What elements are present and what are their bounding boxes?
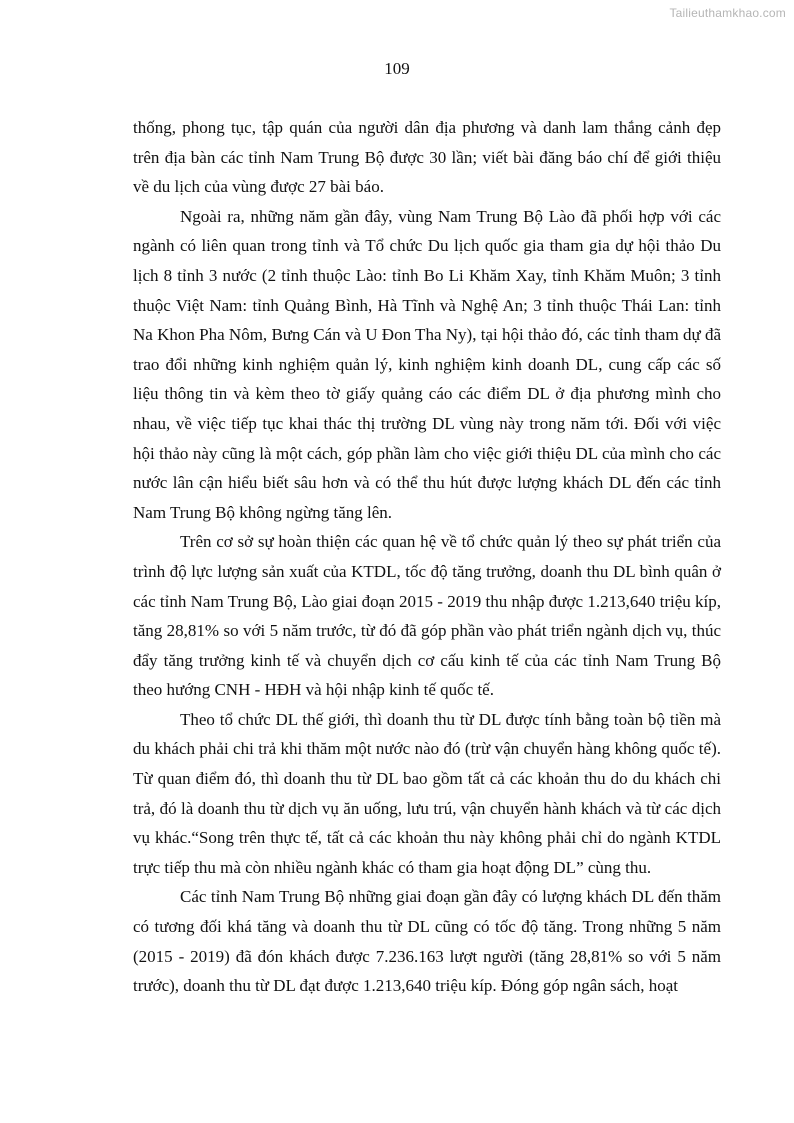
paragraph-4: Theo tổ chức DL thế giới, thì doanh thu từ DL được tính bằng toàn bộ tiền mà du khách phải chi trả khi thăm một nước nào đó (trừ vận chuyển hàng không quốc tế). Từ quan điểm đó, thì doanh thu từ DL bao gồm tất cả các khoản thu do du khách chi trả, đó là doanh thu từ dịch vụ ăn uống, lưu trú, vận chuyển hành khách và từ các dịch vụ khác.“Song trên thực tế, tất cả các khoản thu này không phải chỉ do ngành KTDL trực tiếp thu mà còn nhiều ngành khác có tham gia hoạt động DL” cùng thu.: [133, 709, 721, 877]
paragraph-1: thống, phong tục, tập quán của người dân địa phương và danh lam thắng cảnh đẹp trên địa bàn các tỉnh Nam Trung Bộ được 30 lần; viết bài đăng báo chí để giới thiệu về du lịch của vùng được 27 bài báo.: [133, 118, 721, 197]
page-number: 109: [384, 59, 410, 78]
watermark: Tailieuthamkhao.com: [669, 6, 786, 20]
paragraph-2: Ngoài ra, những năm gần đây, vùng Nam Trung Bộ Lào đã phối hợp với các ngành có liên quan trong tỉnh và Tổ chức Du lịch quốc gia tham gia dự hội thảo Du lịch 8 tỉnh 3 nước (2 tỉnh thuộc Lào: tỉnh Bo Li Khăm Xay, tỉnh Khăm Muôn; 3 tỉnh thuộc Việt Nam: tỉnh Quảng Bình, Hà Tĩnh và Nghệ An; 3 tỉnh thuộc Thái Lan: tỉnh Na Khon Pha Nôm, Bưng Cán và U Đon Tha Ny), tại hội thảo đó, các tỉnh tham dự đã trao đổi những kinh nghiệm quản lý, kinh nghiệm kinh doanh DL, cung cấp các số liệu thông tin và kèm theo tờ giấy quảng cáo các điểm DL ở địa phương mình cho nhau, về việc tiếp tục khai thác thị trường DL vùng này trong năm tới. Đối với việc hội thảo này cũng là một cách, góp phần làm cho việc giới thiệu DL của mình cho các nước lân cận hiểu biết sâu hơn và có thể thu hút được lượng khách DL đến các tỉnh Nam Trung Bộ không ngừng tăng lên.: [133, 206, 721, 522]
paragraph-3: Trên cơ sở sự hoàn thiện các quan hệ về tổ chức quản lý theo sự phát triển của trình độ lực lượng sản xuất của KTDL, tốc độ tăng trưởng, doanh thu DL bình quân ở các tỉnh Nam Trung Bộ, Lào giai đoạn 2015 - 2019 thu nhập được 1.213,640 triệu kíp, tăng 28,81% so với 5 năm trước, từ đó đã góp phần vào phát triển ngành dịch vụ, thúc đẩy tăng trưởng kinh tế và chuyển dịch cơ cấu kinh tế của các tỉnh Nam Trung Bộ theo hướng CNH - HĐH và hội nhập kinh tế quốc tế.: [133, 532, 721, 700]
document-body: [133, 113, 721, 1001]
paragraph-5: Các tỉnh Nam Trung Bộ những giai đoạn gần đây có lượng khách DL đến thăm có tương đối khá tăng và doanh thu từ DL cũng có tốc độ tăng. Trong những 5 năm (2015 - 2019) đã đón khách được 7.236.163 lượt người (tăng 28,81% so với 5 năm trước), doanh thu từ DL đạt được 1.213,640 triệu kíp. Đóng góp ngân sách, hoạt: [133, 887, 721, 996]
